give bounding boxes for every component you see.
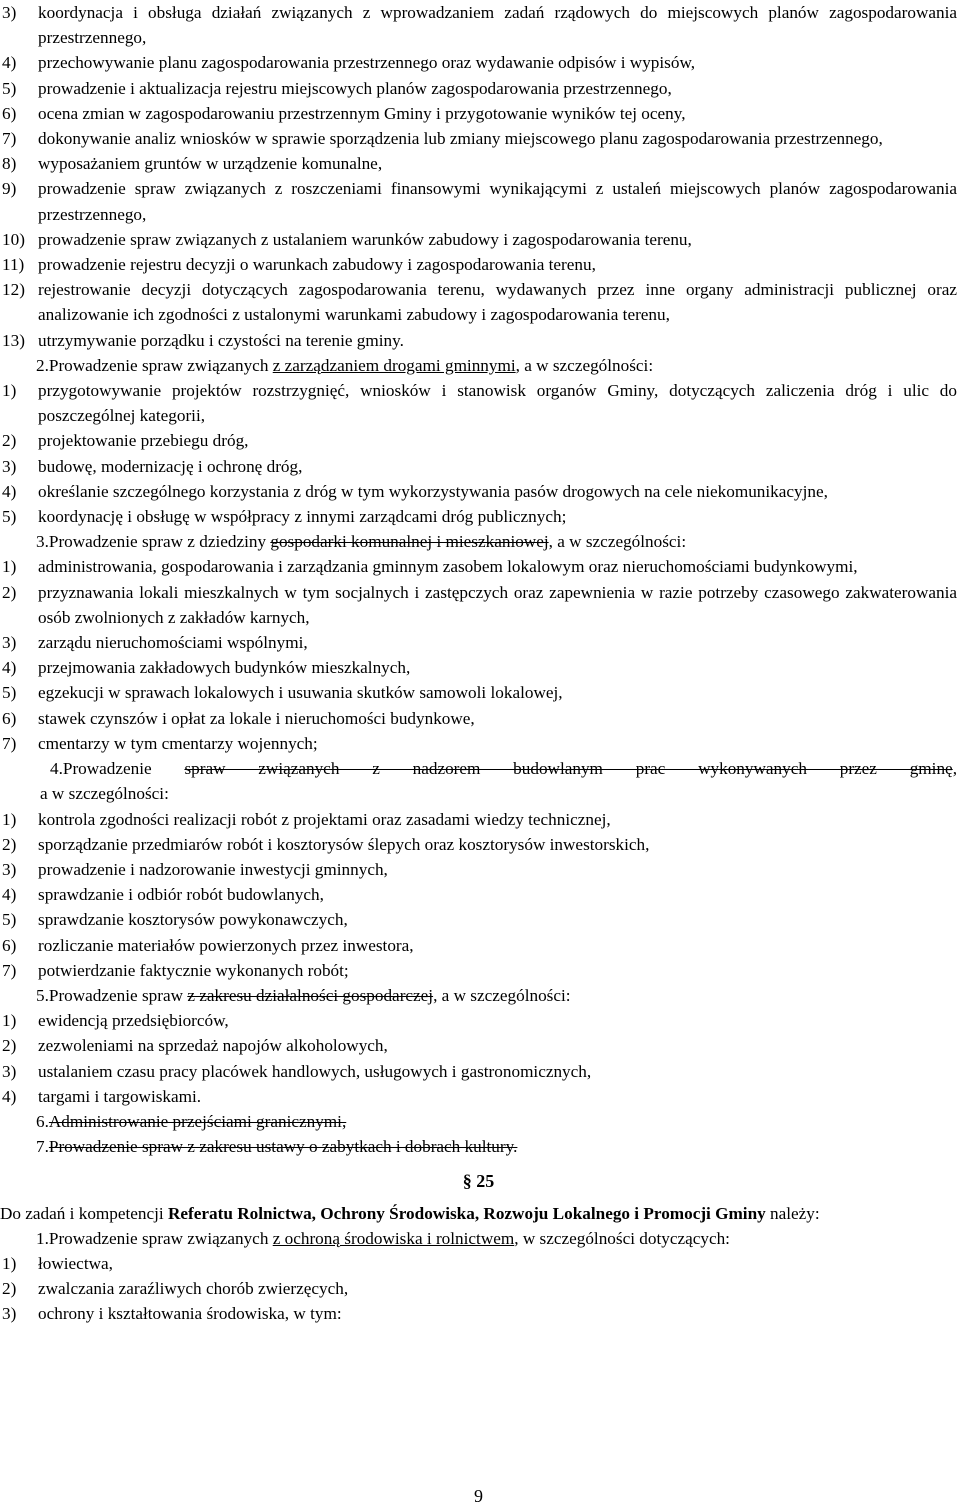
list-item-number: 5) [2, 683, 17, 703]
list-item-number: 2) [2, 1036, 17, 1056]
page-number: 9 [474, 1486, 483, 1506]
list-item [0, 126, 957, 151]
list-item [0, 50, 957, 75]
list-item [0, 630, 957, 655]
paragraph-heading: § 25 [462, 1171, 495, 1192]
list-item-text: prowadzenie spraw związanych z ustalaniem warunków zabudowy i zagospodarowania terenu, [38, 229, 692, 249]
list-item [0, 832, 957, 857]
list-item [0, 580, 957, 630]
list-item-number: 2) [2, 834, 17, 854]
list-item [0, 680, 957, 705]
list-item-text: egzekucji w sprawach lokalowych i usuwania skutków samowoli lokalowej, [38, 683, 563, 703]
list-item-text: kontrola zgodności realizacji robót z projektami oraz zasadami wiedzy technicznej, [38, 809, 611, 829]
list-item-text: ochrony i kształtowania środowiska, w tym: [38, 1304, 342, 1324]
list-item-text: wyposażaniem gruntów w urządzenie komunalne, [38, 154, 383, 174]
list-item-text: ewidencją przedsiębiorców, [38, 1011, 229, 1031]
list-item-text: koordynacja i obsługa działań związanych z wprowadzaniem zadań rządowych do miejscowych planów zagospodarowania przestrzennego, [38, 3, 957, 48]
list-item-number: 1) [2, 1011, 17, 1031]
list-item [0, 933, 957, 958]
list-item [0, 882, 957, 907]
list-item-text: sporządzanie przedmiarów robót i kosztorysów ślepych oraz kosztorysów inwestorskich, [38, 834, 650, 854]
list-item-text: koordynację i obsługę w współpracy z innymi zarządcami dróg publicznych; [38, 507, 567, 527]
list-item [0, 378, 957, 428]
task-1-topic: z ochroną środowiska i rolnictwem [272, 1228, 515, 1248]
list-business [0, 1008, 957, 1109]
section-2-heading: 2.Prowadzenie spraw związanych z zarządzaniem drogami gminnymi, a w szczególności: [36, 355, 654, 375]
list-item-text: rozliczanie materiałów powierzonych przez inwestora, [38, 935, 414, 955]
list-item [0, 0, 957, 50]
list-item [0, 454, 957, 479]
list-item [0, 76, 957, 101]
list-item-text: ocena zmian w zagospodarowaniu przestrzennym Gminy i przygotowanie wyników tej oceny, [38, 103, 686, 123]
list-item-number: 3) [2, 1304, 17, 1324]
list-item-text: dokonywanie analiz wniosków w sprawie sporządzenia lub zmiany miejscowego planu zagospodarowania przestrzennego, [38, 129, 883, 149]
list-item-text: budowę, modernizację i ochronę dróg, [38, 456, 303, 476]
list-item-number: 6) [2, 935, 17, 955]
section-4-continuation: a w szczególności: [40, 784, 169, 804]
list-item-number: 7) [2, 733, 17, 753]
list-item-number: 5) [2, 507, 17, 527]
list-item [0, 227, 957, 252]
list-item-text: prowadzenie rejestru decyzji o warunkach zabudowy i zagospodarowania terenu, [38, 255, 596, 275]
list-item [0, 1059, 957, 1084]
list-item-text: sprawdzanie kosztorysów powykonawczych, [38, 910, 348, 930]
section-3-heading: 3.Prowadzenie spraw z dziedziny gospodarki komunalnej i mieszkaniowej, a w szczególności: [36, 532, 687, 552]
list-item [0, 1033, 957, 1058]
list-item [0, 252, 957, 277]
list-item-number: 4) [2, 1086, 17, 1106]
list-item-text: stawek czynszów i opłat za lokale i nieruchomości budynkowe, [38, 708, 475, 728]
list-item-text: prowadzenie spraw związanych z roszczeniami finansowymi wynikającymi z ustaleń miejscowych planów zagospodarowania przestrzennego, [38, 179, 957, 224]
list-item [0, 328, 957, 353]
list-item-number: 1) [2, 809, 17, 829]
list-item [0, 1084, 957, 1109]
list-item-text: administrowania, gospodarowania i zarządzania gminnym zasobem lokalowym oraz nieruchomościami budynkowymi, [38, 557, 858, 577]
list-item-number: 5) [2, 78, 17, 98]
section-4-topic: spraw związanych z nadzorem budowlanym prac wykonywanych przez gminę [184, 759, 953, 779]
list-housing [0, 554, 957, 756]
list-item [0, 504, 957, 529]
list-item-number: 1) [2, 1253, 17, 1273]
list-item [0, 428, 957, 453]
list-item [0, 655, 957, 680]
department-name: Referatu Rolnictwa, Ochrony Środowiska, Rozwoju Lokalnego i Promocji Gminy [168, 1203, 766, 1223]
list-item-number: 13) [2, 330, 25, 350]
list-item-number: 2) [2, 1279, 17, 1299]
list-item [0, 907, 957, 932]
list-item-number: 3) [2, 3, 17, 22]
list-item [0, 176, 957, 226]
list-item-number: 6) [2, 708, 17, 728]
list-item [0, 1301, 957, 1326]
list-item-number: 4) [2, 481, 17, 501]
list-item-text: prowadzenie i nadzorowanie inwestycji gminnych, [38, 859, 388, 879]
list-item-number: 4) [2, 53, 17, 73]
list-item [0, 479, 957, 504]
list-item-number: 3) [2, 1061, 17, 1081]
list-item-number: 6) [2, 103, 17, 123]
list-item-text: przejmowania zakładowych budynków mieszkalnych, [38, 658, 411, 678]
list-item-number: 3) [2, 456, 17, 476]
section-4-heading: 4.Prowadzenie spraw związanych z nadzorem budowlanym prac wykonywanych przez gminę, [50, 759, 957, 779]
list-item-number: 7) [2, 960, 17, 980]
list-item-number: 4) [2, 658, 17, 678]
list-item-text: przyznawania lokali mieszkalnych w tym socjalnych i zastępczych oraz zapewnienia w razie potrzeby czasowego zakwaterowania osób zwolnionych z zakładów karnych, [38, 582, 957, 627]
intro-text: Do zadań i kompetencji Referatu Rolnictwa, Ochrony Środowiska, Rozwoju Lokalnego i Promocji Gminy należy: [0, 1203, 820, 1223]
list-construction [0, 807, 957, 983]
section-7-heading: 7.Prowadzenie spraw z zakresu ustawy o zabytkach i dobrach kultury. [36, 1137, 518, 1157]
section-6-heading: 6.Administrowanie przejściami granicznymi, [36, 1111, 347, 1131]
list-item [0, 151, 957, 176]
task-1-heading: 1.Prowadzenie spraw związanych z ochroną środowiska i rolnictwem, w szczególności dotyczących: [36, 1228, 730, 1248]
list-item-text: zwalczania zaraźliwych chorób zwierzęcych, [38, 1279, 349, 1299]
list-item-text: łowiectwa, [38, 1253, 113, 1273]
list-spatial-planning [0, 0, 957, 353]
list-item-text: sprawdzanie i odbiór robót budowlanych, [38, 885, 324, 905]
list-item-text: przygotowywanie projektów rozstrzygnięć, wniosków i stanowisk organów Gminy, dotyczących zaliczenia dróg i ulic do poszczególnej kategorii, [38, 381, 957, 426]
list-roads [0, 378, 957, 529]
section-3-topic: gospodarki komunalnej i mieszkaniowej [270, 532, 549, 552]
list-item-number: 3) [2, 633, 17, 653]
list-item-number: 3) [2, 859, 17, 879]
list-item [0, 857, 957, 882]
list-item-text: utrzymywanie porządku i czystości na terenie gminy. [38, 330, 404, 350]
list-item-number: 4) [2, 885, 17, 905]
list-item-number: 10) [2, 229, 25, 249]
list-environment [0, 1251, 957, 1327]
list-item [0, 706, 957, 731]
section-5-heading: 5.Prowadzenie spraw z zakresu działalności gospodarczej, a w szczególności: [36, 985, 571, 1005]
list-item-number: 9) [2, 179, 17, 199]
list-item-text: potwierdzanie faktycznie wykonanych robót; [38, 960, 349, 980]
list-item [0, 277, 957, 327]
list-item-number: 2) [2, 431, 17, 451]
section-2-topic: z zarządzaniem drogami gminnymi [272, 355, 516, 375]
list-item [0, 731, 957, 756]
list-item-number: 7) [2, 129, 17, 149]
list-item-text: ustalaniem czasu pracy placówek handlowych, usługowych i gastronomicznych, [38, 1061, 592, 1081]
list-item-text: zarządu nieruchomościami wspólnymi, [38, 633, 308, 653]
list-item [0, 807, 957, 832]
list-item-text: cmentarzy w tym cmentarzy wojennych; [38, 733, 318, 753]
list-item-number: 8) [2, 154, 17, 174]
list-item-text: przechowywanie planu zagospodarowania przestrzennego oraz wydawanie odpisów i wypisów, [38, 53, 696, 73]
list-item-text: prowadzenie i aktualizacja rejestru miejscowych planów zagospodarowania przestrzennego, [38, 78, 672, 98]
list-item [0, 1276, 957, 1301]
list-item-number: 1) [2, 381, 17, 401]
list-item-number: 5) [2, 910, 17, 930]
list-item-text: określanie szczególnego korzystania z dróg w tym wykorzystywania pasów drogowych na cele niekomunikacyjne, [38, 481, 828, 501]
list-item-text: rejestrowanie decyzji dotyczących zagospodarowania terenu, wydawanych przez inne organy administracji publicznej oraz analizowanie ich zgodności z ustalonymi warunkami zabudowy i zagospodarowania terenu, [38, 280, 957, 325]
list-item-number: 11) [2, 255, 25, 275]
list-item [0, 554, 957, 579]
list-item-number: 1) [2, 557, 17, 577]
section-5-topic: z zakresu działalności gospodarczej [187, 985, 434, 1005]
list-item [0, 101, 957, 126]
list-item-text: targami i targowiskami. [38, 1086, 202, 1106]
list-item-text: zezwoleniami na sprzedaż napojów alkoholowych, [38, 1036, 388, 1056]
list-item [0, 958, 957, 983]
list-item-text: projektowanie przebiegu dróg, [38, 431, 249, 451]
list-item-number: 12) [2, 280, 25, 300]
list-item [0, 1008, 957, 1033]
list-item-number: 2) [2, 582, 17, 602]
list-item [0, 1251, 957, 1276]
